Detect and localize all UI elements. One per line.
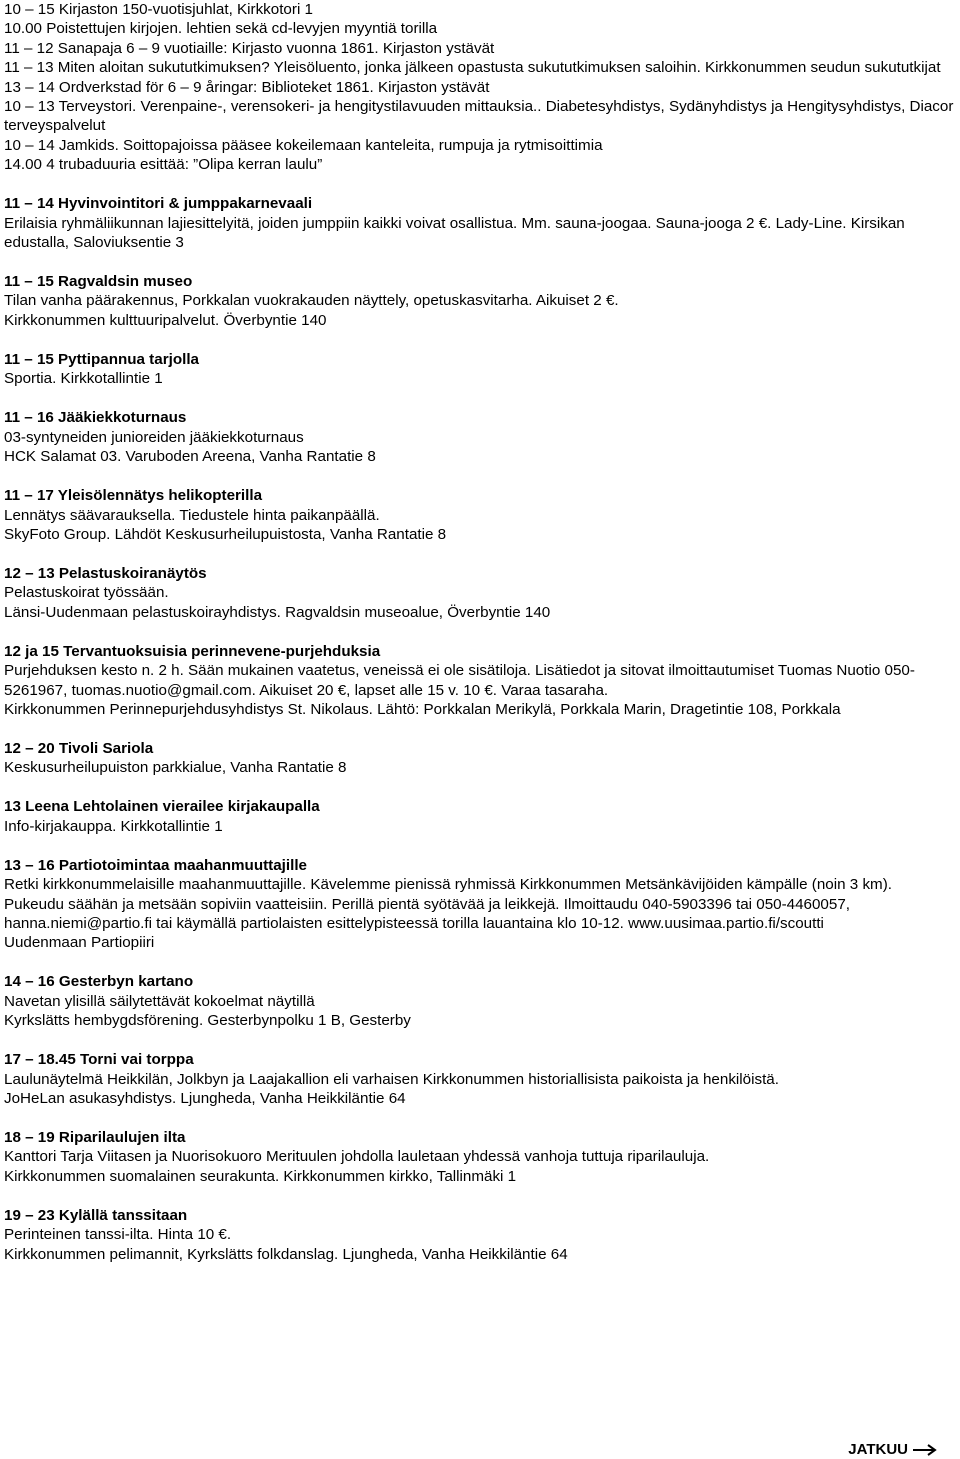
event-block xyxy=(4,972,956,1030)
event-title: 13 Leena Lehtolainen vierailee kirjakaupalla xyxy=(4,798,320,816)
event-line: Kirkkonummen suomalainen seurakunta. Kirkkonummen kirkko, Tallinmäki 1 xyxy=(4,1167,517,1185)
event-block xyxy=(4,272,956,330)
event-title: 12 ja 15 Tervantuoksuisia perinnevene-purjehduksia xyxy=(4,642,381,660)
event-block xyxy=(4,350,956,389)
event-block xyxy=(4,408,956,466)
event-line: Perinteinen tanssi-ilta. Hinta 10 €. xyxy=(4,1226,232,1244)
event-line: Retki kirkkonummelaisille maahanmuuttajille. Kävelemme pienissä ryhmissä Kirkkonummen Metsänkävijöiden kämpälle (noin 3 km). Pukeudu säähän ja metsään sopiviin vaatteisiin. Perillä pientä syötävää ja leikkejä. Ilmoittaudu 040-5903396 tai 050-4460057, hanna.niemi@partio.fi tai käymällä partiolaisten esittelypisteessä torilla lauantaina klo 10-12. www.uusimaa.partio.fi/scoutti xyxy=(4,876,892,932)
event-title: 11 – 15 Pyttipannua tarjolla xyxy=(4,350,199,368)
event-block xyxy=(4,642,956,720)
event-line: Tilan vanha päärakennus, Porkkalan vuokrakauden näyttely, opetuskasvitarha. Aikuiset 2 €. xyxy=(4,292,619,310)
event-line: Pelastuskoirat työssään. xyxy=(4,584,169,602)
continue-link[interactable] xyxy=(848,1440,938,1459)
event-line: Sportia. Kirkkotallintie 1 xyxy=(4,370,163,388)
event-title: 11 – 17 Yleisölennätys helikopterilla xyxy=(4,487,263,505)
event-block xyxy=(4,797,956,836)
event-title: 19 – 23 Kylällä tanssitaan xyxy=(4,1206,188,1224)
arrow-right-icon xyxy=(912,1444,938,1456)
event-line: Uudenmaan Partiopiiri xyxy=(4,934,155,952)
event-line: HCK Salamat 03. Varuboden Areena, Vanha Rantatie 8 xyxy=(4,448,376,466)
event-block xyxy=(4,1128,956,1186)
event-block xyxy=(4,564,956,622)
event-line: Länsi-Uudenmaan pelastuskoirayhdistys. Ragvaldsin museoalue, Överbyntie 140 xyxy=(4,603,551,621)
event-title: 17 – 18.45 Torni vai torppa xyxy=(4,1051,194,1069)
event-line: Kirkkonummen kulttuuripalvelut. Överbyntie 140 xyxy=(4,311,327,329)
event-title: 11 – 16 Jääkiekkoturnaus xyxy=(4,409,187,427)
continue-label: JATKUU xyxy=(848,1441,908,1458)
intro-line: 11 – 13 Miten aloitan sukututkimuksen? Yleisöluento, jonka jälkeen opastusta sukututkimuksen saloihin. Kirkkonummen seudun sukututkijat xyxy=(4,59,941,77)
event-block xyxy=(4,856,956,953)
event-title: 13 – 16 Partiotoimintaa maahanmuuttajille xyxy=(4,856,308,874)
intro-line: 11 – 12 Sanapaja 6 – 9 vuotiaille: Kirjasto vuonna 1861. Kirjaston ystävät xyxy=(4,39,495,57)
event-line: Navetan ylisillä säilytettävät kokoelmat näytillä xyxy=(4,992,315,1010)
event-block xyxy=(4,194,956,252)
intro-line: 10 – 15 Kirjaston 150-vuotisjuhlat, Kirkkotori 1 xyxy=(4,1,313,18)
event-line: Erilaisia ryhmäliikunnan lajiesittelyitä, joiden jumppiin kaikki voivat osallistua. Mm. sauna-joogaa. Sauna-jooga 2 €. Lady-Line. Kirsikan edustalla, Saloviuksentie 3 xyxy=(4,214,905,252)
event-line: Laulunäytelmä Heikkilän, Jolkbyn ja Laajakallion eli varhaisen Kirkkonummen historiallisista paikoista ja henkilöistä. xyxy=(4,1070,779,1088)
event-title: 11 – 15 Ragvaldsin museo xyxy=(4,273,193,291)
event-title: 12 – 20 Tivoli Sariola xyxy=(4,739,154,757)
event-block xyxy=(4,1206,956,1264)
intro-section xyxy=(4,0,956,175)
event-title: 11 – 14 Hyvinvointitori & jumppakarnevaali xyxy=(4,195,313,213)
event-line: Info-kirjakauppa. Kirkkotallintie 1 xyxy=(4,817,223,835)
intro-line: 10.00 Poistettujen kirjojen. lehtien sekä cd-levyjen myyntiä torilla xyxy=(4,20,438,38)
event-line: Kirkkonummen pelimannit, Kyrkslätts folkdanslag. Ljungheda, Vanha Heikkiläntie 64 xyxy=(4,1245,568,1263)
event-line: JoHeLan asukasyhdistys. Ljungheda, Vanha Heikkiläntie 64 xyxy=(4,1090,406,1107)
event-line: Lennätys säävarauksella. Tiedustele hinta paikanpäällä. xyxy=(4,506,380,524)
event-block xyxy=(4,486,956,544)
event-line: Kanttori Tarja Viitasen ja Nuorisokuoro Merituulen johdolla lauletaan yhdessä vanhoja tuttuja riparilauluja. xyxy=(4,1148,710,1166)
event-block xyxy=(4,739,956,778)
event-line: Kyrkslätts hembygdsförening. Gesterbynpolku 1 B, Gesterby xyxy=(4,1012,411,1030)
intro-line: 13 – 14 Ordverkstad för 6 – 9 åringar: Biblioteket 1861. Kirjaston ystävät xyxy=(4,78,490,96)
event-line: 03-syntyneiden junioreiden jääkiekkoturnaus xyxy=(4,428,304,446)
event-title: 18 – 19 Riparilaulujen ilta xyxy=(4,1129,186,1146)
intro-line: 14.00 4 trubaduuria esittää: ”Olipa kerran laulu” xyxy=(4,156,323,174)
intro-line: 10 – 13 Terveystori. Verenpaine-, verensokeri- ja hengitystilavuuden mittauksia.. Diabetesyhdistys, Sydänyhdistys ja Hengitysyhdistys, Diacor terveyspalvelut xyxy=(4,98,954,135)
intro-line: 10 – 14 Jamkids. Soittopajoissa pääsee kokeilemaan kanteleita, rumpuja ja rytmisoittimia xyxy=(4,136,603,154)
event-line: SkyFoto Group. Lähdöt Keskusurheilupuistosta, Vanha Rantatie 8 xyxy=(4,525,447,543)
event-title: 12 – 13 Pelastuskoiranäytös xyxy=(4,564,207,582)
event-line: Keskusurheilupuiston parkkialue, Vanha Rantatie 8 xyxy=(4,759,347,777)
event-line: Kirkkonummen Perinnepurjehdusyhdistys St. Nikolaus. Lähtö: Porkkalan Merikylä, Porkkala Marin, Dragetintie 108, Porkkala xyxy=(4,700,841,718)
event-title: 14 – 16 Gesterbyn kartano xyxy=(4,973,194,991)
event-line: Purjehduksen kesto n. 2 h. Sään mukainen vaatetus, veneissä ei ole sisätiloja. Lisätiedot ja sitovat ilmoittautumiset Tuomas Nuotio 050-5261967, tuomas.nuotio@gmail.com. Aikuiset 20 €, lapset alle 15 v. 10 €. Varaa tasaraha. xyxy=(4,662,915,699)
event-block xyxy=(4,1050,956,1108)
